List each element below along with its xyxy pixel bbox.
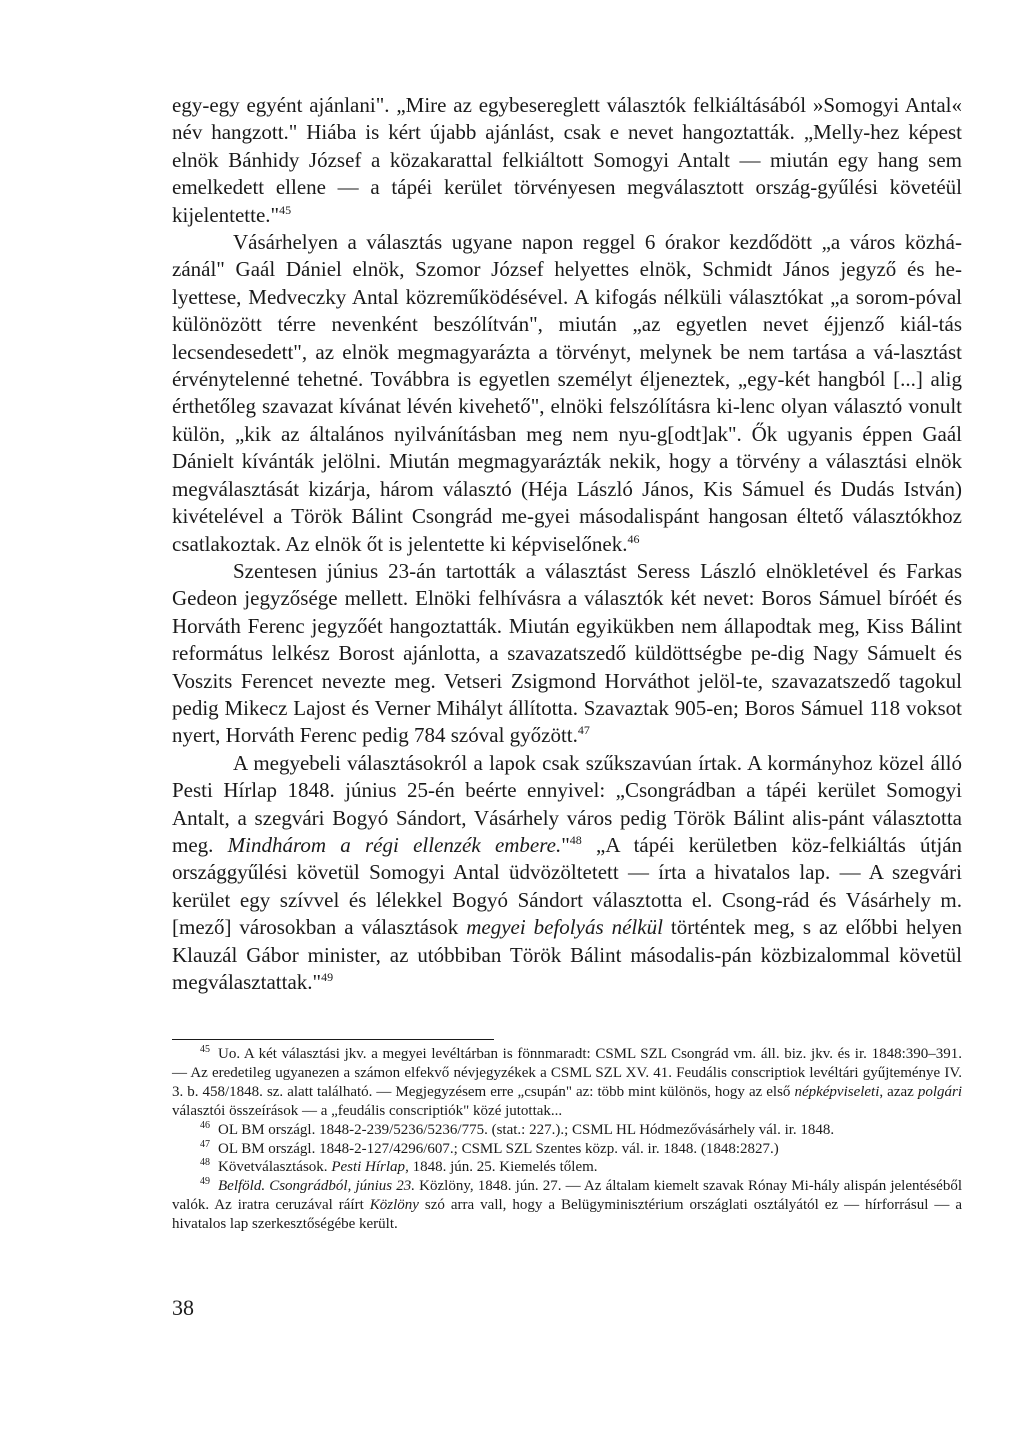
paragraph-2-text: Vásárhelyen a választás ugyane napon reggel 6 órakor kezdődött „a város közhá-zánál" Gaál Dániel elnök, Szomor József helyettes elnök, Schmidt János jegyző és he-lyettese, Medveczky Antal közreműködésével. A kifogás nélküli választókat „a sorom-póval különözött térre nevenként beszólítván", miután „az egyetlen nevet éjjenző kiál-tás lecsendesedett", az elnök megmagyarázta a törvényt, melynek be nem tartása a vá-lasztást érvénytelenné tehetné. Továbbra is egyetlen személyt éljeneztek, „egy-két hangból [...] alig érthetőleg szavazat kívánat lévén kivehető", elnöki felszólításra ki-lenc olyan választó vonult külön, „kik az általános nyilvánításban meg nem nyu-g[odt]ak". Ők ugyanis éppen Gaál Dánielt kívánták jelölni. Miután megmagyarázták nekik, hogy a törvény a választási elnök megválasztását kizárja, három választó (Héja László János, Kis Sámuel és Dudás István) kivételével a Török Bálint Csongrád me-gyei másodalispánt hangosan éltető választókhoz csatlakoztak. Az elnök őt is jelentette ki képviselőnek. — [172, 230, 962, 556]
footnote-ref-45[interactable]: 45 — [279, 202, 292, 217]
footnote-ref-49[interactable]: 49 — [321, 970, 334, 984]
footnote-emphasis: polgári — [917, 1083, 962, 1100]
paragraph-3-text: Szentesen június 23-án tartották a választást Seress László elnökletével és Farkas Gedeon jegyzősége mellett. Elnöki felhívásra a választók két nevet: Boros Sámuel bíróét és Horváth Ferenc jegyzőét hangoztatták. Miután egyikükben nem állapodtak meg, Kiss Bálint református lelkész Borost ajánlotta, a szavazatszedő küldöttségbe pe-dig Nagy Sámuelt és Voszits Ferencet nevezte meg. Vetseri Zsigmond Horváthot jelöl-te, szavazatszedő tagokul pedig Mikecz Lajost és Verner Mihályt állította. Szavaztak 905-en; Boros Sámuel 118 voksot nyert, Horváth Ferenc pedig 784 szóval győzött. — [172, 558, 962, 748]
footnotes — [172, 1045, 962, 1234]
footnote-49 — [172, 1177, 962, 1234]
paragraph-3 — [172, 558, 962, 750]
main-text — [172, 92, 962, 996]
paragraph-4-emphasis-2: megyei befolyás nélkül — [466, 915, 663, 940]
paragraph-1 — [172, 92, 962, 229]
footnote-emphasis: Belföld. Csongrádból, június 23. — [218, 1178, 416, 1195]
footnote-emphasis: Pesti Hírlap — [331, 1159, 406, 1176]
footnote-text: Követválasztások. — [218, 1159, 332, 1176]
footnote-47 — [172, 1140, 962, 1159]
footnote-number: 45 — [200, 1044, 210, 1055]
footnote-text: OL BM országl. 1848-2-239/5236/5236/775. (stat.: 227.).; CSML HL Hódmezővásárhely vál. ir. 1848. — [218, 1121, 835, 1138]
footnote-text: szó arra vall, hogy a Belügyminisztérium országlati osztályától ez — hírforrásul — a hivatalos lap szerkesztőségébe került. — [172, 1197, 962, 1233]
footnote-text: OL BM országl. 1848-2-127/4296/607.; CSML SZL Szentes közp. vál. ir. 1848. (1848:2827.) — [218, 1140, 779, 1157]
paragraph-4 — [172, 750, 962, 997]
paragraph-1-text: egy-egy egyént ajánlani". „Mire az egybesereglett választók felkiáltásából »Somogyi Antal« név hangzott." Hiába is kért újabb ajánlást, csak e nevet hangoztatták. „Melly-hez képest elnök Bánhidy József a közakarattal felkiáltott Somogyi Antalt — miután egy hang sem emelkedett ellene — a tápéi kerület törvényesen megválasztott ország-gyűlési követéül kijelentette." — [172, 93, 962, 227]
footnote-ref-48[interactable]: 48 — [569, 832, 582, 847]
footnote-48 — [172, 1158, 962, 1177]
footnote-text: Uo. A két választási jkv. a megyei levéltárban is fönnmaradt: CSML SZL Csongrád vm. áll. biz. jkv. és ir. 1848:390–391. — Az eredetileg ugyanezen a számon elfekvő névjegyzékek a CSML SZL XV. 41. Feudális conscriptiok levéltári gyűjteménye IV. 3. b. 458/1848. sz. alatt található. — Megjegyzésem erre „csupán" az: több mint különös, hogy az első — [172, 1046, 962, 1100]
footnote-number: 48 — [200, 1157, 210, 1169]
footnote-separator — [172, 1039, 494, 1040]
footnote-ref-47[interactable]: 47 — [577, 723, 590, 738]
footnote-number: 46 — [200, 1119, 210, 1131]
footnote-number: 47 — [200, 1138, 210, 1150]
paragraph-4-text-c: történtek meg, s az előbbi helyen Klauzál Gábor minister, az utóbbiban Török Bálint másodalis-pán közbizalommal követül megválasztattak." — [172, 915, 963, 994]
footnote-text: , azaz — [879, 1083, 918, 1100]
footnote-text: választói összeírások — a „feudális conscriptiók" közé jutottak... — [172, 1102, 563, 1119]
paragraph-2 — [172, 229, 962, 558]
footnote-ref-46[interactable]: 46 — [627, 531, 640, 546]
footnote-45 — [172, 1045, 962, 1121]
footnote-emphasis: Közlöny — [369, 1197, 419, 1214]
paragraph-4-emphasis-1: Mindhárom a régi ellenzék embere. — [227, 832, 562, 857]
paragraph-4-text-b: „A tápéi kerületben köz-felkiáltás útján országgyűlési követül Somogyi Antal üdvözöltetett — írta a hivatalos lap. — A szegvári kerület egy szívvel és lélekkel Bogyó Sándort választotta el. Csong-rád és Vásárhely m. [mező] városokban a választások — [172, 832, 963, 940]
page-number: 38 — [172, 1295, 194, 1320]
footnote-number: 49 — [200, 1176, 210, 1188]
footnote-text: Közlöny, 1848. jún. 27. — Az általam kiemelt szavak Rónay Mi-hály alispán jelentéséből valók. Az iratra ceruzával ráírt — [172, 1178, 962, 1214]
footnote-emphasis: népképviseleti — [794, 1083, 880, 1100]
footnote-46 — [172, 1121, 962, 1140]
closing-quote: " — [561, 832, 570, 857]
footnote-text: , 1848. jún. 25. Kiemelés tőlem. — [405, 1159, 598, 1176]
paragraph-4-text-a: A megyebeli választásokról a lapok csak szűkszavúan írtak. A kormányhoz közel álló Pesti Hírlap 1848. június 25-én beérte ennyivel: „Csongrádban a tápéi kerület Somogyi Antalt, a szegvári Bogyó Sándort, Vásárhely város pedig Török Bálint alis-pánt választotta meg. — [172, 750, 962, 857]
